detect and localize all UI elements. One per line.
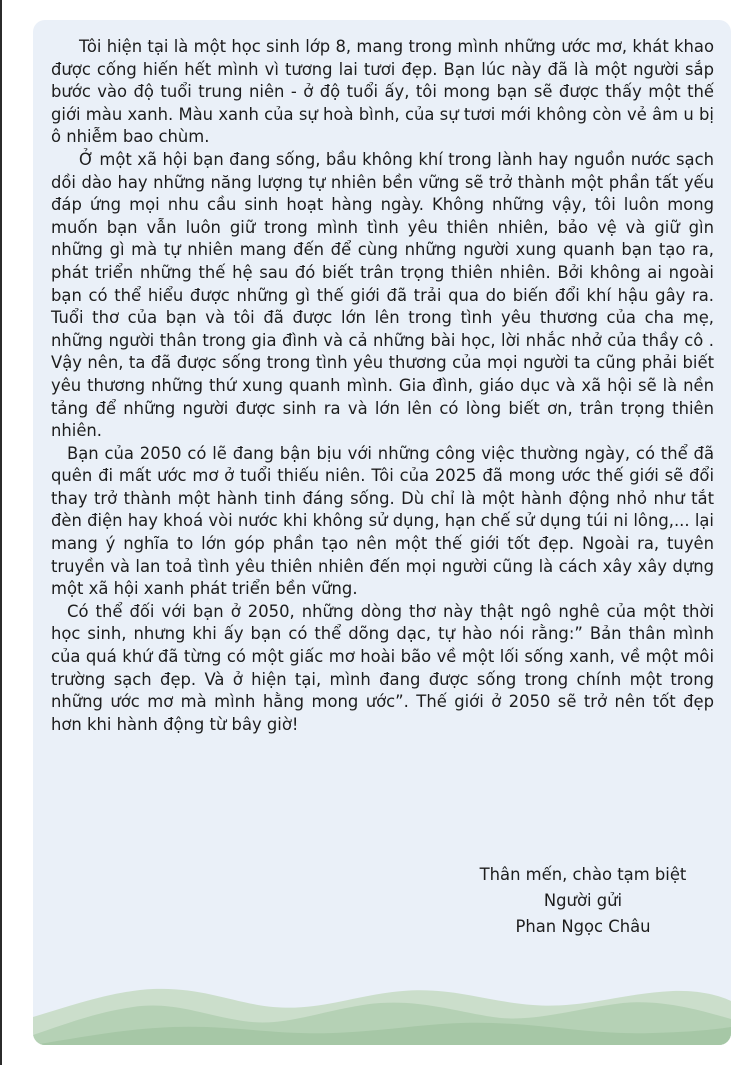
letter-body bbox=[51, 36, 714, 736]
letter-paragraph-2: Ở một xã hội bạn đang sống, bầu không khí trong lành hay nguồn nước sạch dồi dào hay những năng lượng tự nhiên bền vững sẽ trở thành một phần tất yếu đáp ứng mọi nhu cầu sinh hoạt hàng ngày. Không những vậy, tôi luôn mong muốn bạn vẫn luôn giữ trong mình tình yêu thiên nhiên, bảo vệ và giữ gìn những gì mà tự nhiên mang đến để cùng những người xung quanh bạn tạo ra, phát triển những thế hệ sau đó biết trân trọng thiên nhiên. Bởi không ai ngoài bạn có thể hiểu được những gì thế giới đã trải qua do biến đổi khí hậu gây ra. Tuổi thơ của bạn và tôi đã được lớn lên trong tình yêu thương của cha mẹ, những người thân trong gia đình và cả những bài học, lời nhắc nhở của thầy cô . Vậy nên, ta đã được sống trong tình yêu thương của mọi người ta cũng phải biết yêu thương những thứ xung quanh mình. Gia đình, giáo dục và xã hội sẽ là nền tảng để những người được sinh ra và lớn lên có lòng biết ơn, trân trọng thiên nhiên. bbox=[51, 149, 714, 441]
sender-name: Phan Ngọc Châu bbox=[515, 917, 651, 936]
letter-card bbox=[33, 20, 731, 1045]
farewell-line: Thân mến, chào tạm biệt bbox=[479, 865, 687, 884]
hills-illustration bbox=[33, 955, 731, 1045]
letter-paragraph-3: Bạn của 2050 có lẽ đang bận bịu với những công việc thường ngày, có thể đã quên đi mất ước mơ ở tuổi thiếu niên. Tôi của 2025 đã mong ước thế giới sẽ đổi thay trở thành một hành tinh đáng sống. Dù chỉ là một hành động nhỏ như tắt đèn điện hay khoá vòi nước khi không sử dụng, hạn chế sử dụng túi ni lông,... lại mang ý nghĩa to lớn góp phần tạo nên một thế giới tốt đẹp. Ngoài ra, tuyên truyền và lan toả tình yêu thiên nhiên đến mọi người cũng là cách xây xây dựng một xã hội xanh phát triển bền vững. bbox=[51, 443, 714, 599]
left-border-line bbox=[0, 0, 2, 1065]
letter-paragraph-1: Tôi hiện tại là một học sinh lớp 8, mang trong mình những ước mơ, khát khao được cống hiến hết mình vì tương lai tươi đẹp. Bạn lúc này đã là một người sắp bước vào độ tuổi trung niên - ở độ tuổi ấy, tôi mong bạn sẽ được thấy một thế giới màu xanh. Màu xanh của sự hoà bình, của sự tươi mới không còn vẻ âm u bị ô nhiễm bao chùm. bbox=[51, 37, 714, 147]
letter-paragraph-4: Có thể đối với bạn ở 2050, những dòng thơ này thật ngô nghê của một thời học sinh, nhưng khi ấy bạn có thể dõng dạc, tự hào nói rằng:” Bản thân mình của quá khứ đã từng có một giấc mơ hoài bão về một lối sống xanh, về một môi trường sạch đẹp. Và ở hiện tại, mình đang được sống trong chính một trong những ước mơ mà mình hằng mong ước”. Thế giới ở 2050 sẽ trở nên tốt đẹp hơn khi hành động từ bây giờ! bbox=[51, 601, 714, 734]
letter-closing bbox=[453, 862, 713, 940]
sender-label: Người gửi bbox=[543, 891, 623, 910]
